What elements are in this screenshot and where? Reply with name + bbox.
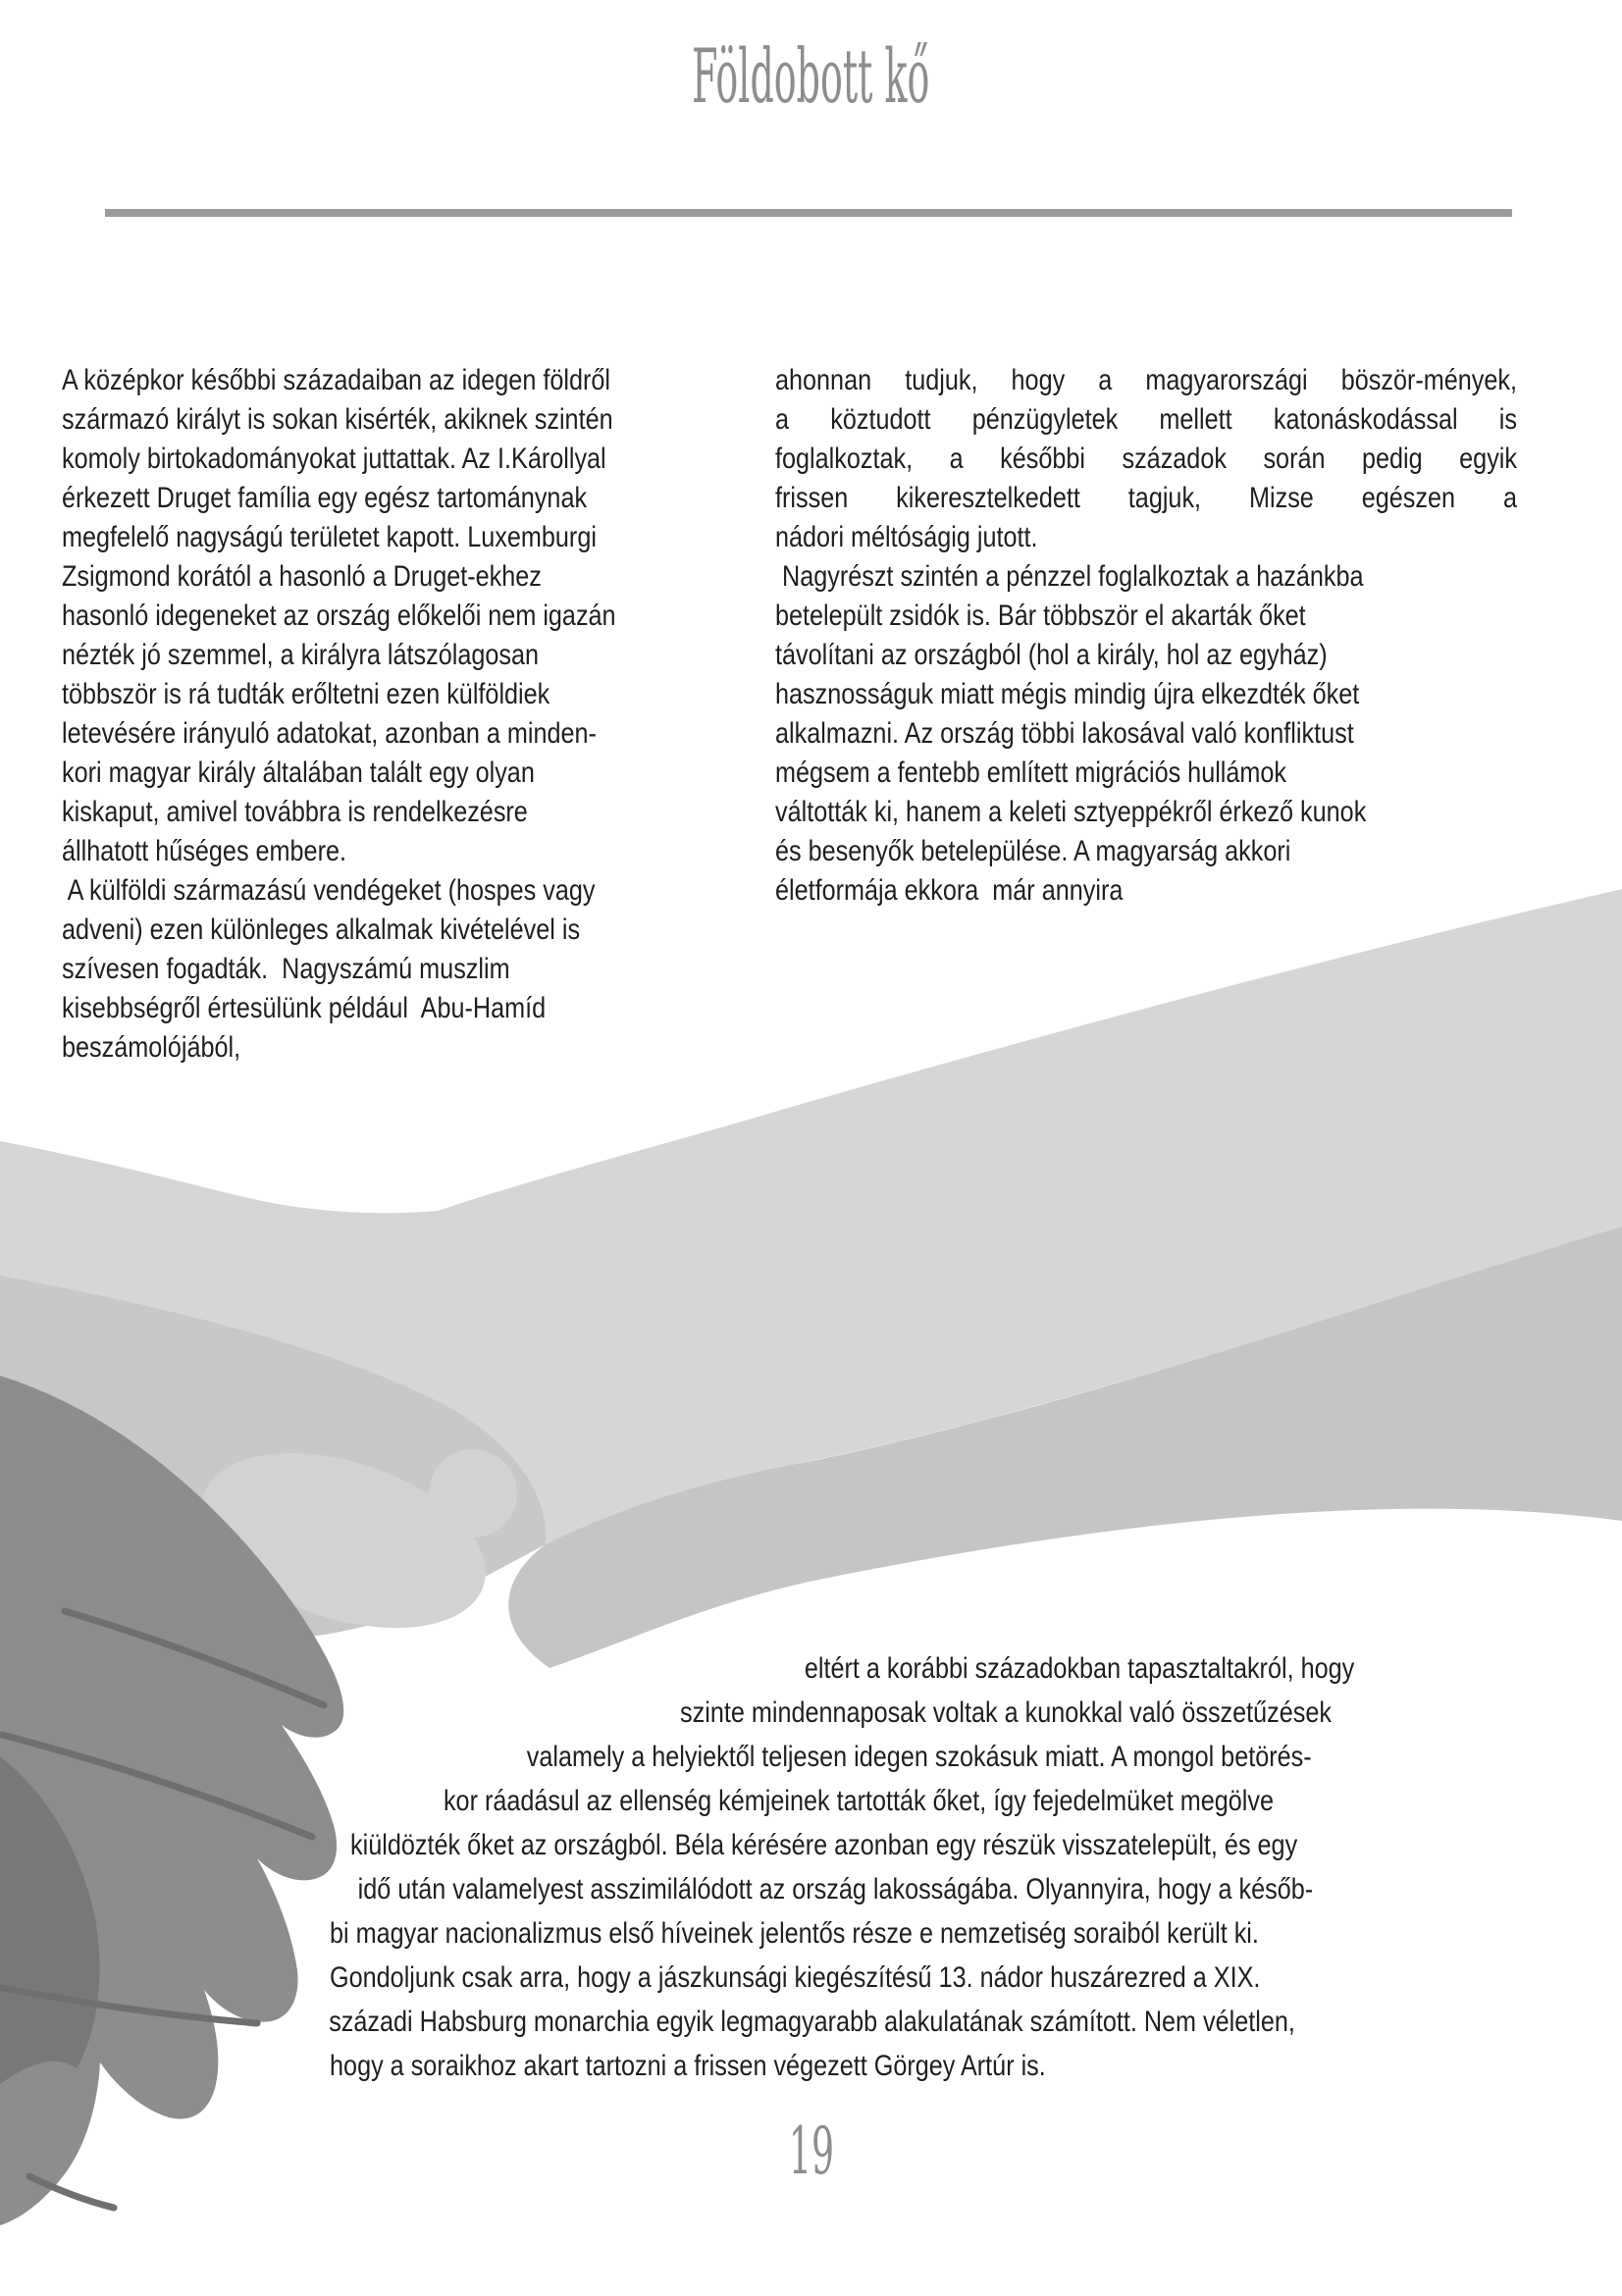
text-line: bi magyar nacionalizmus első híveinek jelentős része e nemzetiség soraiból került ki. bbox=[330, 1917, 1259, 1950]
text-line: nézték jó szemmel, a királyra látszólagosan bbox=[62, 639, 540, 671]
text-line: életformája ekkora már annyira bbox=[775, 874, 1124, 907]
page-number: 19 bbox=[788, 2113, 834, 2189]
text-line: Zsigmond korától a hasonló a Druget-ekhez bbox=[62, 560, 542, 593]
text-line: ahonnan tudjuk, hogy a magyarországi böször-mények, bbox=[775, 364, 1517, 396]
page-header bbox=[0, 32, 1622, 120]
text-line: szívesen fogadták. Nagyszámú muszlim bbox=[62, 953, 510, 985]
text-line: kisebbségről értesülünk például Abu-Hamíd bbox=[62, 992, 547, 1024]
text-line: nádori méltóságig jutott. bbox=[775, 521, 1038, 553]
bottom-paragraph bbox=[201, 1646, 1513, 2088]
text-line: érkezett Druget família egy egész tartománynak bbox=[62, 482, 588, 514]
page-title: Földobott kő bbox=[692, 32, 930, 120]
text-line: valamely a helyiektől teljesen idegen szokásuk miatt. A mongol betörés- bbox=[526, 1741, 1312, 1773]
text-line: kor ráadásul az ellenség kémjeinek tartották őket, így fejedelmüket megölve bbox=[443, 1785, 1275, 1817]
text-line: hogy a soraikhoz akart tartozni a frissen végezett Görgey Artúr is. bbox=[330, 2050, 1046, 2082]
text-line: kiüldözték őket az országból. Béla kérésére azonban egy részük visszatelepült, és egy bbox=[350, 1829, 1298, 1861]
text-line: idő után valamelyest asszimilálódott az ország lakosságába. Olyannyira, hogy a későb- bbox=[357, 1873, 1314, 1905]
text-line: betelepült zsidók is. Bár többször el akarták őket bbox=[775, 600, 1306, 632]
right-column bbox=[775, 361, 1517, 911]
text-line: kiskaput, amivel továbbra is rendelkezésre bbox=[62, 796, 528, 828]
text-line: váltották ki, hanem a keleti sztyeppékről érkező kunok bbox=[775, 796, 1367, 828]
text-line: beszámolójából, bbox=[62, 1031, 241, 1064]
page-footer bbox=[0, 2113, 1622, 2189]
text-line: adveni) ezen különleges alkalmak kivételével is bbox=[62, 913, 581, 946]
text-line: hasznosságuk miatt mégis mindig újra elkezdték őket bbox=[775, 678, 1360, 710]
text-line: szinte mindennaposak voltak a kunokkal való összetűzések bbox=[680, 1696, 1333, 1729]
text-line: megfelelő nagyságú területet kapott. Luxemburgi bbox=[62, 521, 597, 553]
text-line: eltért a korábbi századokban tapasztaltakról, hogy bbox=[804, 1652, 1355, 1685]
text-line: kori magyar király általában talált egy olyan bbox=[62, 757, 535, 789]
text-line: alkalmazni. Az ország többi lakosával való konfliktust bbox=[775, 717, 1354, 750]
text-line: letevésére irányuló adatokat, azonban a minden- bbox=[62, 717, 597, 750]
text-line: hasonló idegeneket az ország előkelői nem igazán bbox=[62, 600, 616, 632]
text-line: A külföldi származású vendégeket (hospes vagy bbox=[62, 874, 596, 907]
header-rule bbox=[105, 209, 1512, 217]
text-line: komoly birtokadományokat juttattak. Az I.Károllyal bbox=[62, 443, 606, 475]
text-line: frissen kikeresztelkedett tagjuk, Mizse egészen a bbox=[775, 482, 1517, 514]
text-line: Nagyrészt szintén a pénzzel foglalkoztak a hazánkba bbox=[775, 560, 1364, 593]
text-line: származó királyt is sokan kisérték, akiknek szintén bbox=[62, 403, 613, 436]
text-line: távolítani az országból (hol a király, hol az egyház) bbox=[775, 639, 1328, 671]
text-line: állhatott hűséges embere. bbox=[62, 835, 346, 867]
left-column bbox=[62, 361, 739, 1068]
text-line: foglalkoztak, a későbbi századok során pedig egyik bbox=[775, 443, 1517, 475]
knuckle-highlight-small bbox=[429, 1449, 517, 1538]
text-line: és besenyők betelepülése. A magyarság akkori bbox=[775, 835, 1291, 867]
text-line: többször is rá tudták erőltetni ezen külföldiek bbox=[62, 678, 550, 710]
text-line: századi Habsburg monarchia egyik legmagyarabb alakulatának számított. Nem véletlen, bbox=[329, 2006, 1295, 2038]
text-line: Gondoljunk csak arra, hogy a jászkunsági kiegészítésű 13. nádor huszárezred a XIX. bbox=[330, 1961, 1261, 1994]
text-line: mégsem a fentebb említett migrációs hullámok bbox=[775, 757, 1287, 789]
text-line: A középkor későbbi századaiban az idegen földről bbox=[62, 364, 610, 396]
text-line: a köztudott pénzügyletek mellett katonáskodással is bbox=[775, 403, 1517, 436]
